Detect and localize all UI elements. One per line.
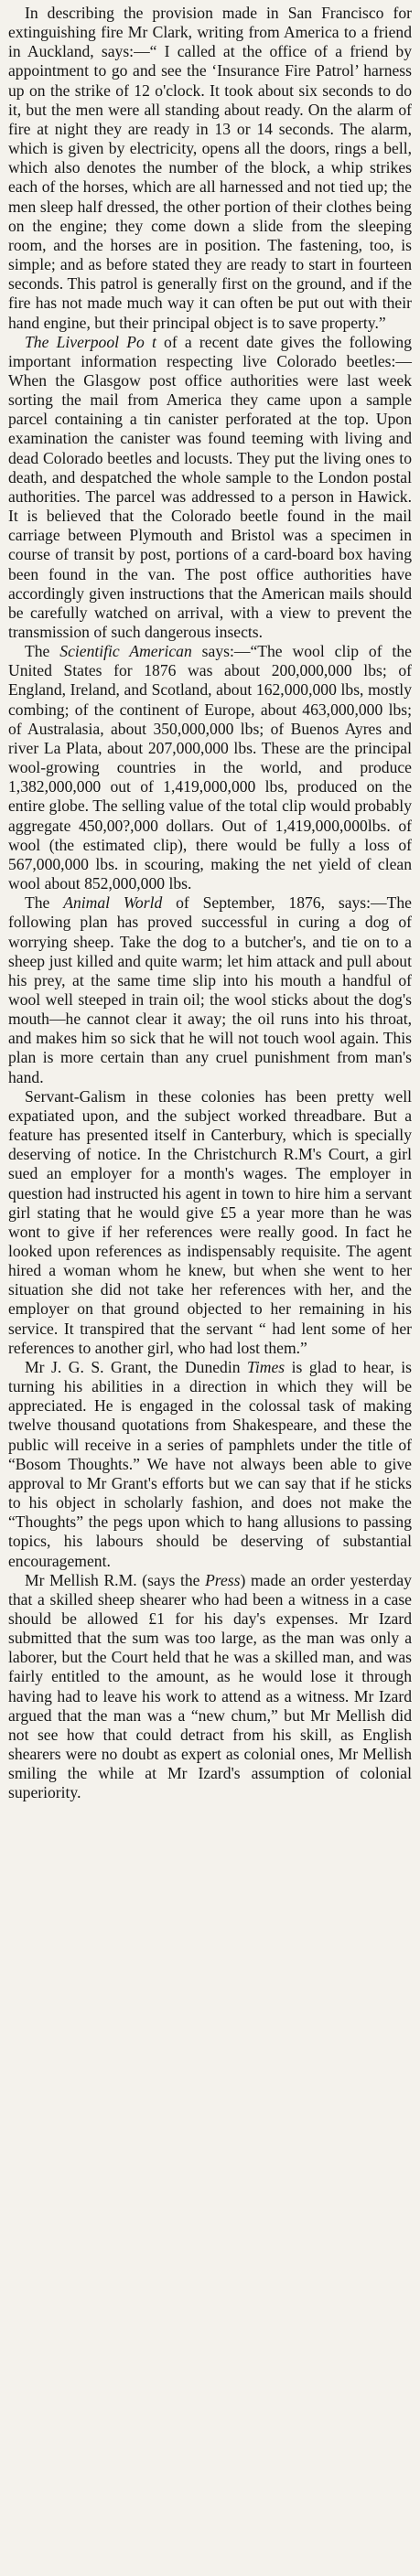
paragraph-fire-patrol-text: In describing the provision made in San Francisco for extinguishing fire Mr Clark, writing from America to a friend in Auckland, says:—“ I called at the office of a friend by appointment to go and see the ‘Insurance Fire Patrol’ harness up on the strike of 12 o'clock. It took about six seconds to do it, but the men were all standing about ready. On the alarm of fire at night they are ready in 13 or 14 seconds. The alarm, which is given by electricity, opens all the doors, rings a bell, which also denotes the number of the block, a whip strikes each of the horses, which are all harnessed and not tied up; the men sleep half dressed, the other portion of their clothes being on the engine; they come down a slide from the sleeping room, and the horses are in position. The fastening, too, is simple; and as before stated they are ready to start in fourteen seconds. This patrol is generally first on the ground, and if the fire has not made much way it can often be put out with their hand engine, but their principal object is to save property.” [8,4,412,332]
paragraph-colorado-beetles-text: of a recent date gives the following important information respecting live Colorado beetles:—When the Glasgow post office authorities were last week sorting the mail from America they came upon a sample parcel containing a tin canister perforated at the top. Upon examination the canister was found teeming with living and dead Colorado beetles and locusts. They put the living ones to death, and despatched the whole sample to the London postal authorities. The parcel was addressed to a person in Hawick. It is believed that the Colorado beetle found in the mail carriage between Plymouth and Bristol was a specimen in course of transit by post, portions of a card-board box having been found in the van. The post office authorities have accordingly given instructions that the American mails should be carefully watched on arrival, with a view to prevent the transmission of such dangerous insects. [8,332,413,641]
paragraph-sheep-worrying-dog-text: of September, 1876, says:—The following plan has proved successful in curing a dog of worrying sheep. Take the dog to a butcher's, and tie on to a sheep just killed and quite warm; let him attack and pull about his prey, at the same time slip into his mouth a handful of wool well steeped in train oil; the wool sticks about the dog's mouth—he cannot clear it away; the oil runs into his throat, and makes him so sick that he will not touch wool again. This plan is more certain than any cruel punishment from man's hand. [8,893,412,1086]
source-liverpool-post: The Liverpool Po t [25,332,156,351]
source-dunedin-times: Times [247,1357,285,1376]
paragraph-sheep-shearer-expenses-text: ) made an order yesterday that a skilled sheep shearer who had been a witness in a case should be allowed £1 for his day's expenses. Mr Izard submitted that the sum was too large, as the man was only a laborer, but the Court held that he was a skilled man, and was fairly entitled to the amount, as he would lose it through having had to leave his work to attend as a witness. Mr Izard argued that the man was a “new chum,” but Mr Mellish did not see how that could detract from his skill, as English shearers were no doubt as expert as colonial ones, Mr Mellish smiling the while at Mr Izard's assumption of colonial superiority. [8,1570,412,1802]
paragraph-servant-galism-text: Servant-Galism in these colonies has been pretty well expatiated upon, and the subject worked threadbare. But a feature has presented itself in Canterbury, which is specially deserving of notice. In the Christchurch R.M's Court, a girl sued an employer for a month's wages. The employer in question had instructed his agent in town to hire him a servant girl stating that he would give £5 a year more than he was wont to give if her references were really good. In fact he looked upon references as indispensably requisite. The agent hired a woman whom he knew, but when she went to her situation she did not take her references with her, and the employer on that ground objected to her remaining in his service. It transpired that the servant “ had lent some of her references to another girl, who had lost them.” [8,1086,412,1357]
paragraph-wool-clip-text: says:—“The wool clip of the United States for 1876 was about 200,000,000 lbs; of England, Ireland, and Scotland, about 162,000,000 lbs, mostly combing; of the continent of Europe, about 463,000,000 lbs; of Australasia, about 350,000,000 lbs; of Buenos Ayres and river La Plata, about 207,000,000 lbs. These are the principal wool-growing countries in the world, and produce 1,382,000,000 out of 1,419,000,000 lbs, produced on the entire globe. The selling value of the total clip would probably aggregate 450,00?,000 dollars. Out of 1,419,000,000lbs. of wool (the estimated clip), there would be fully a loss of 567,000,000 lbs. in scouring, making the net yield of clean wool about 852,000,000 lbs. [8,642,412,893]
paragraph-colorado-beetles [8,333,412,643]
paragraph-wool-clip [8,642,412,893]
paragraph-wool-clip-lead: The [25,642,60,661]
paragraph-sheep-shearer-expenses-lead: Mr Mellish R.M. (says the [25,1570,206,1589]
paragraph-grant-shakespeare-lead: Mr J. G. S. Grant, the Dunedin [25,1357,248,1376]
source-press: Press [205,1570,241,1589]
paragraph-fire-patrol [8,4,412,333]
paragraph-grant-shakespeare [8,1358,412,1571]
paragraph-sheep-worrying-dog [8,893,412,1087]
paragraph-sheep-shearer-expenses [8,1571,412,1803]
source-animal-world: Animal World [63,893,163,913]
source-scientific-american: Scientific American [59,642,192,661]
paragraph-sheep-worrying-dog-lead: The [25,893,64,913]
paragraph-grant-shakespeare-text: is glad to hear, is turning his abilities in a direction in which they will be appreciated. He is engaged in the colossal task of making twelve thousand quotations from Shakespeare, and these the public will receive in a series of pamphlets under the title of “Bosom Thoughts.” We have not always been able to give approval to Mr Grant's efforts but we can say that if he sticks to his object in scholarly fashion, and does not make the “Thoughts” the pegs upon which to hang allusions to passing topics, his labours should be deserving of substantial encouragement. [8,1357,412,1570]
paragraph-servant-galism [8,1087,412,1358]
